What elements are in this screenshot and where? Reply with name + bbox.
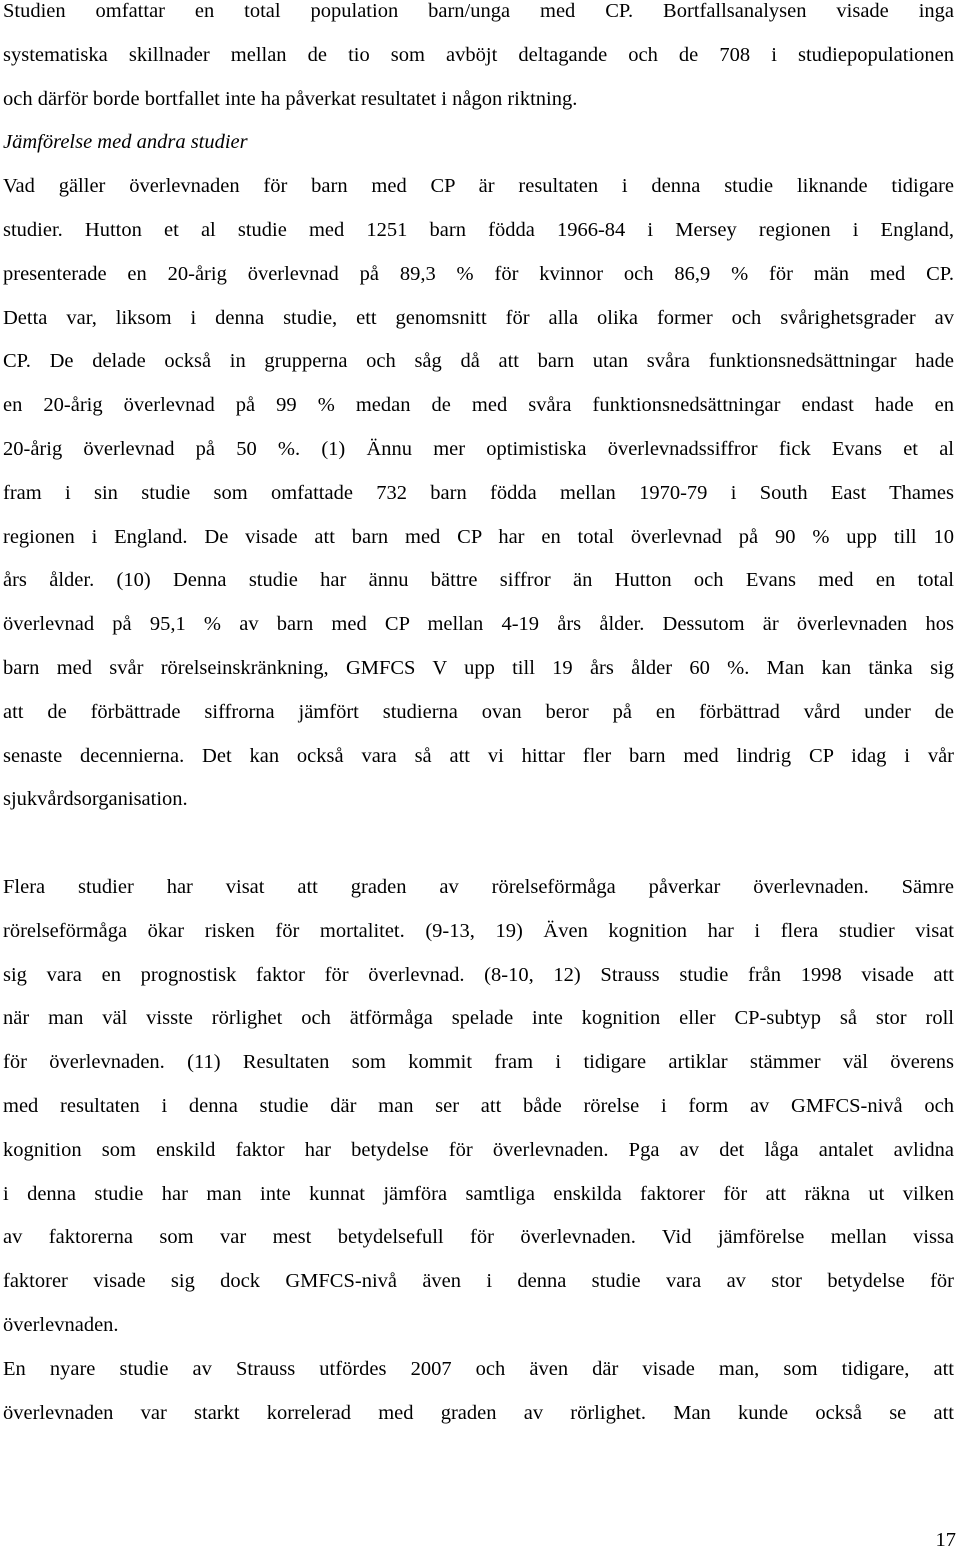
- section-heading: Jämförelse med andra studier: [3, 131, 248, 154]
- text-line: för överlevnaden. (11) Resultaten som kommit fram i tidigare artiklar stämmer väl överens: [3, 1051, 954, 1074]
- text-line: i denna studie har man inte kunnat jämföra samtliga enskilda faktorer för att räkna ut vilken: [3, 1182, 954, 1205]
- text-line: senaste decennierna. Det kan också vara så att vi hittar fler barn med lindrig CP idag i vår: [3, 744, 954, 767]
- text-line: 20-årig överlevnad på 50 %. (1) Ännu mer optimistiska överlevnadssiffror fick Evans et al: [3, 437, 954, 460]
- text-line: överlevnaden.: [3, 1313, 119, 1336]
- document-page: [3, 0, 954, 1435]
- text-line: Studien omfattar en total population barn/unga med CP. Bortfallsanalysen visade inga: [3, 0, 954, 22]
- text-line: sjukvårdsorganisation.: [3, 788, 188, 811]
- text-line: rörelseförmåga ökar risken för mortalitet. (9-13, 19) Även kognition har i flera studier visat: [3, 919, 954, 942]
- text-line: av faktorerna som var mest betydelsefull för överlevnaden. Vid jämförelse mellan vissa: [3, 1226, 954, 1249]
- text-line: faktorer visade sig dock GMFCS-nivå även i denna studie vara av stor betydelse för: [3, 1270, 954, 1293]
- text-line: sig vara en prognostisk faktor för överlevnad. (8-10, 12) Strauss studie från 1998 visade att: [3, 963, 954, 986]
- text-line: när man väl visste rörlighet och ätförmåga spelade inte kognition eller CP-subtyp så stor roll: [3, 1007, 954, 1030]
- paragraph-gap: [3, 822, 954, 866]
- text-line: kognition som enskild faktor har betydelse för överlevnaden. Pga av det låga antalet avlidna: [3, 1138, 954, 1161]
- text-line: presenterade en 20-årig överlevnad på 89,3 % för kvinnor och 86,9 % för män med CP.: [3, 262, 954, 285]
- page-number: 17: [935, 1529, 956, 1551]
- text-line: överlevnad på 95,1 % av barn med CP mellan 4-19 års ålder. Dessutom är överlevnaden hos: [3, 613, 954, 636]
- text-line: Vad gäller överlevnaden för barn med CP är resultaten i denna studie liknande tidigare: [3, 175, 954, 198]
- text-line: systematiska skillnader mellan de tio som avböjt deltagande och de 708 i studiepopulationen: [3, 43, 954, 66]
- text-line: barn med svår rörelseinskränkning, GMFCS V upp till 19 års ålder 60 %. Man kan tänka sig: [3, 656, 954, 679]
- text-line: En nyare studie av Strauss utfördes 2007 och även där visade man, som tidigare, att: [3, 1357, 954, 1380]
- text-line: studier. Hutton et al studie med 1251 barn födda 1966-84 i Mersey regionen i England,: [3, 218, 954, 241]
- text-line: en 20-årig överlevnad på 99 % medan de med svåra funktionsnedsättningar endast hade en: [3, 394, 954, 417]
- text-line: med resultaten i denna studie där man ser att både rörelse i form av GMFCS-nivå och: [3, 1094, 954, 1117]
- text-line: års ålder. (10) Denna studie har ännu bättre siffror än Hutton och Evans med en total: [3, 569, 954, 592]
- text-line: och därför borde bortfallet inte ha påverkat resultatet i någon riktning.: [3, 87, 578, 110]
- text-line: CP. De delade också in grupperna och såg då att barn utan svåra funktionsnedsättningar hade: [3, 350, 954, 373]
- text-line: regionen i England. De visade att barn med CP har en total överlevnad på 90 % upp till 10: [3, 525, 954, 548]
- text-line: Flera studier har visat att graden av rörelseförmåga påverkar överlevnaden. Sämre: [3, 875, 954, 898]
- text-line: fram i sin studie som omfattade 732 barn födda mellan 1970-79 i South East Thames: [3, 481, 954, 504]
- text-line: överlevnaden var starkt korrelerad med graden av rörlighet. Man kunde också se att: [3, 1401, 954, 1424]
- text-line: Detta var, liksom i denna studie, ett genomsnitt för alla olika former och svårighetsgrader av: [3, 306, 954, 329]
- text-line: att de förbättrade siffrorna jämfört studierna ovan beror på en förbättrad vård under de: [3, 700, 954, 723]
